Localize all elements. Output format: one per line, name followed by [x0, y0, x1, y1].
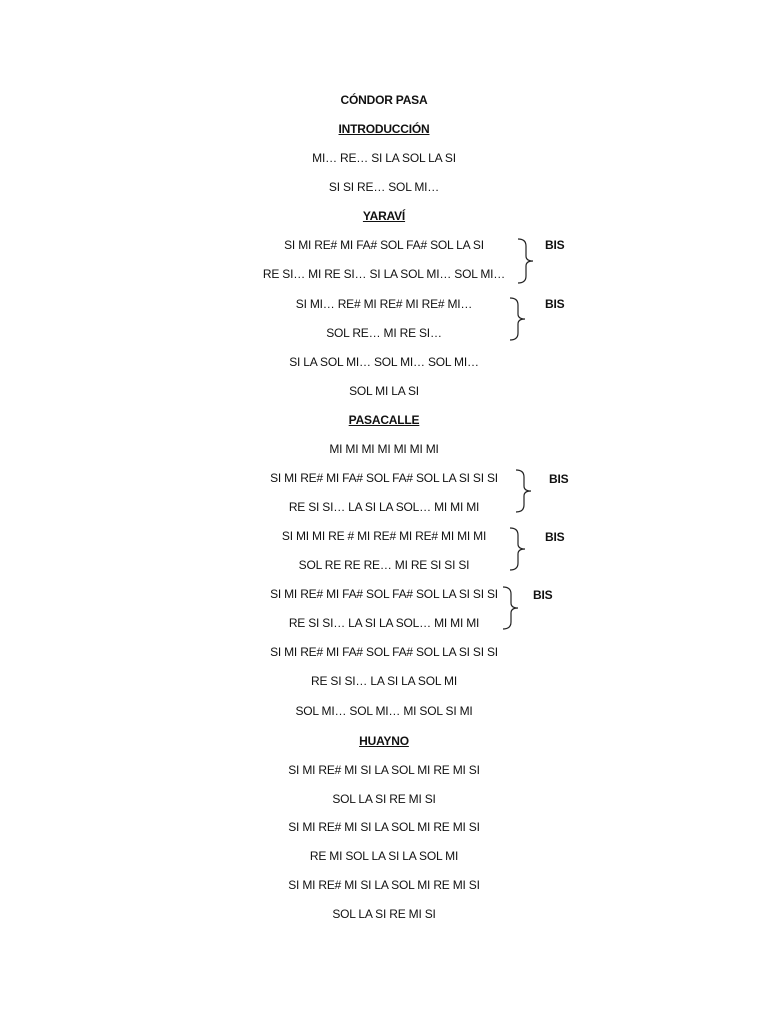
note-line: SI MI RE# MI SI LA SOL MI RE MI SI: [288, 820, 480, 834]
repeat-brace: [516, 469, 532, 513]
bis-label: BIS: [545, 238, 565, 252]
note-line: RE SI SI… LA SI LA SOL… MI MI MI: [288, 500, 480, 514]
repeat-brace: [510, 527, 526, 571]
note-line: SI MI RE# MI FA# SOL FA# SOL LA SI SI SI: [270, 471, 498, 485]
section-heading-huayno: HUAYNO: [359, 734, 409, 748]
section-heading-yaravi: YARAVÍ: [362, 209, 406, 223]
bis-label: BIS: [549, 472, 569, 486]
note-line: RE SI SI… LA SI LA SOL MI: [311, 674, 457, 688]
note-line: SOL MI LA SI: [349, 384, 419, 398]
note-line: SI MI RE# MI FA# SOL FA# SOL LA SI SI SI: [270, 587, 498, 601]
note-line: SI LA SOL MI… SOL MI… SOL MI…: [289, 355, 479, 369]
note-line: SI SI RE… SOL MI…: [328, 180, 440, 194]
bis-label: BIS: [533, 588, 553, 602]
note-line: SOL MI… SOL MI… MI SOL SI MI: [295, 704, 473, 718]
note-line: SOL LA SI RE MI SI: [332, 792, 436, 806]
note-line: RE SI… MI RE SI… SI LA SOL MI… SOL MI…: [262, 267, 506, 281]
repeat-brace: [510, 297, 526, 341]
note-line: RE MI SOL LA SI LA SOL MI: [309, 849, 459, 863]
song-title: CÓNDOR PASA: [340, 93, 428, 107]
section-heading-introduccion: INTRODUCCIÓN: [338, 122, 430, 136]
repeat-brace: [503, 586, 519, 630]
note-line: RE SI SI… LA SI LA SOL… MI MI MI: [288, 616, 480, 630]
note-line: SI MI RE# MI FA# SOL FA# SOL LA SI: [284, 238, 484, 252]
note-line: SI MI RE# MI FA# SOL FA# SOL LA SI SI SI: [270, 645, 498, 659]
note-line: SI MI… RE# MI RE# MI RE# MI…: [295, 297, 473, 311]
note-line: SI MI RE# MI SI LA SOL MI RE MI SI: [288, 763, 480, 777]
note-line: MI MI MI MI MI MI MI: [329, 442, 439, 456]
note-line: SI MI MI RE # MI RE# MI RE# MI MI MI: [281, 529, 487, 543]
note-line: SI MI RE# MI SI LA SOL MI RE MI SI: [288, 878, 480, 892]
bis-label: BIS: [545, 297, 565, 311]
repeat-brace: [518, 238, 534, 284]
note-line: SOL LA SI RE MI SI: [332, 907, 436, 921]
bis-label: BIS: [545, 530, 565, 544]
note-line: MI… RE… SI LA SOL LA SI: [312, 151, 456, 165]
note-line: SOL RE… MI RE SI…: [326, 326, 442, 340]
section-heading-pasacalle: PASACALLE: [348, 413, 420, 427]
note-line: SOL RE RE RE… MI RE SI SI SI: [298, 558, 470, 572]
